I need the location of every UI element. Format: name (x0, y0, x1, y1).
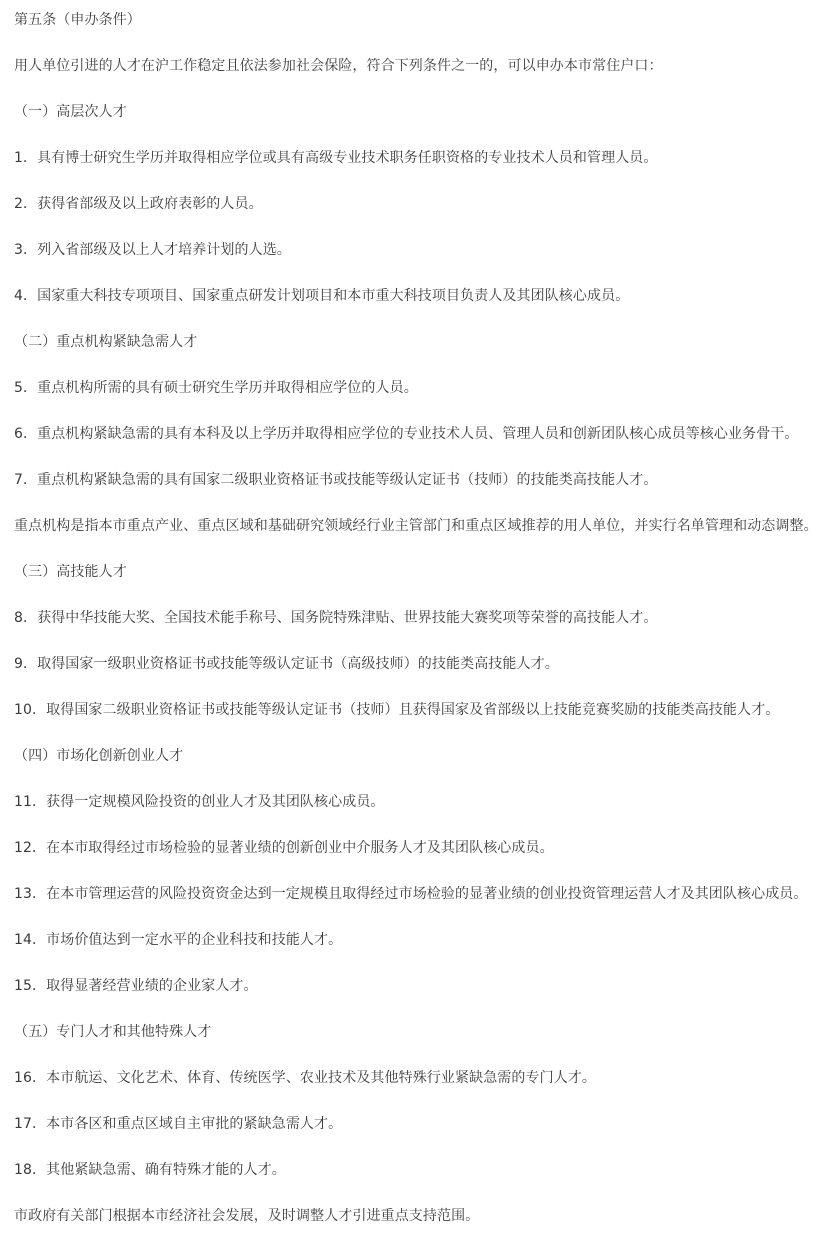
section-heading: （五）专门人才和其他特殊人才 (14, 1024, 212, 1040)
list-item: 1．具有博士研究生学历并取得相应学位或具有高级专业技术职务任职资格的专业技术人员和管理人员。 (14, 150, 658, 166)
section-heading: （四）市场化创新创业人才 (14, 748, 184, 764)
list-item: 3．列入省部级及以上人才培养计划的人选。 (14, 242, 291, 258)
list-item: 5．重点机构所需的具有硕士研究生学历并取得相应学位的人员。 (14, 380, 418, 396)
article-title: 第五条（申办条件） (14, 12, 141, 28)
list-item: 8．获得中华技能大奖、全国技术能手称号、国务院特殊津贴、世界技能大赛奖项等荣誉的高技能人才。 (14, 610, 658, 626)
list-item: 17．本市各区和重点区域自主审批的紧缺急需人才。 (14, 1116, 343, 1132)
list-item: 13．在本市管理运营的风险投资资金达到一定规模且取得经过市场检验的显著业绩的创业投资管理运营人才及其团队核心成员。 (14, 886, 808, 902)
section-heading: （二）重点机构紧缺急需人才 (14, 334, 198, 350)
list-item: 6．重点机构紧缺急需的具有本科及以上学历并取得相应学位的专业技术人员、管理人员和创新团队核心成员等核心业务骨干。 (14, 426, 799, 442)
list-item: 11．获得一定规模风险投资的创业人才及其团队核心成员。 (14, 794, 385, 810)
closing-paragraph: 市政府有关部门根据本市经济社会发展，及时调整人才引进重点支持范围。 (14, 1208, 480, 1224)
list-item: 12．在本市取得经过市场检验的显著业绩的创新创业中介服务人才及其团队核心成员。 (14, 840, 554, 856)
list-item: 15．取得显著经营业绩的企业家人才。 (14, 978, 258, 994)
list-item: 14．市场价值达到一定水平的企业科技和技能人才。 (14, 932, 343, 948)
list-item: 4．国家重大科技专项项目、国家重点研发计划项目和本市重大科技项目负责人及其团队核心成员。 (14, 288, 630, 304)
section-heading: （一）高层次人才 (14, 104, 127, 120)
list-item: 2．获得省部级及以上政府表彰的人员。 (14, 196, 263, 212)
list-item: 10．取得国家二级职业资格证书或技能等级认定证书（技师）且获得国家及省部级以上技能竞赛奖励的技能类高技能人才。 (14, 702, 780, 718)
list-item: 7．重点机构紧缺急需的具有国家二级职业资格证书或技能等级认定证书（技师）的技能类高技能人才。 (14, 472, 658, 488)
article-intro: 用人单位引进的人才在沪工作稳定且依法参加社会保险，符合下列条件之一的，可以申办本市常住户口： (14, 58, 663, 74)
list-item: 18．其他紧缺急需、确有特殊才能的人才。 (14, 1162, 286, 1178)
note-paragraph: 重点机构是指本市重点产业、重点区域和基础研究领域经行业主管部门和重点区域推荐的用人单位，并实行名单管理和动态调整。 (14, 518, 818, 534)
section-heading: （三）高技能人才 (14, 564, 127, 580)
list-item: 9．取得国家一级职业资格证书或技能等级认定证书（高级技师）的技能类高技能人才。 (14, 656, 559, 672)
list-item: 16．本市航运、文化艺术、体育、传统医学、农业技术及其他特殊行业紧缺急需的专门人才。 (14, 1070, 597, 1086)
